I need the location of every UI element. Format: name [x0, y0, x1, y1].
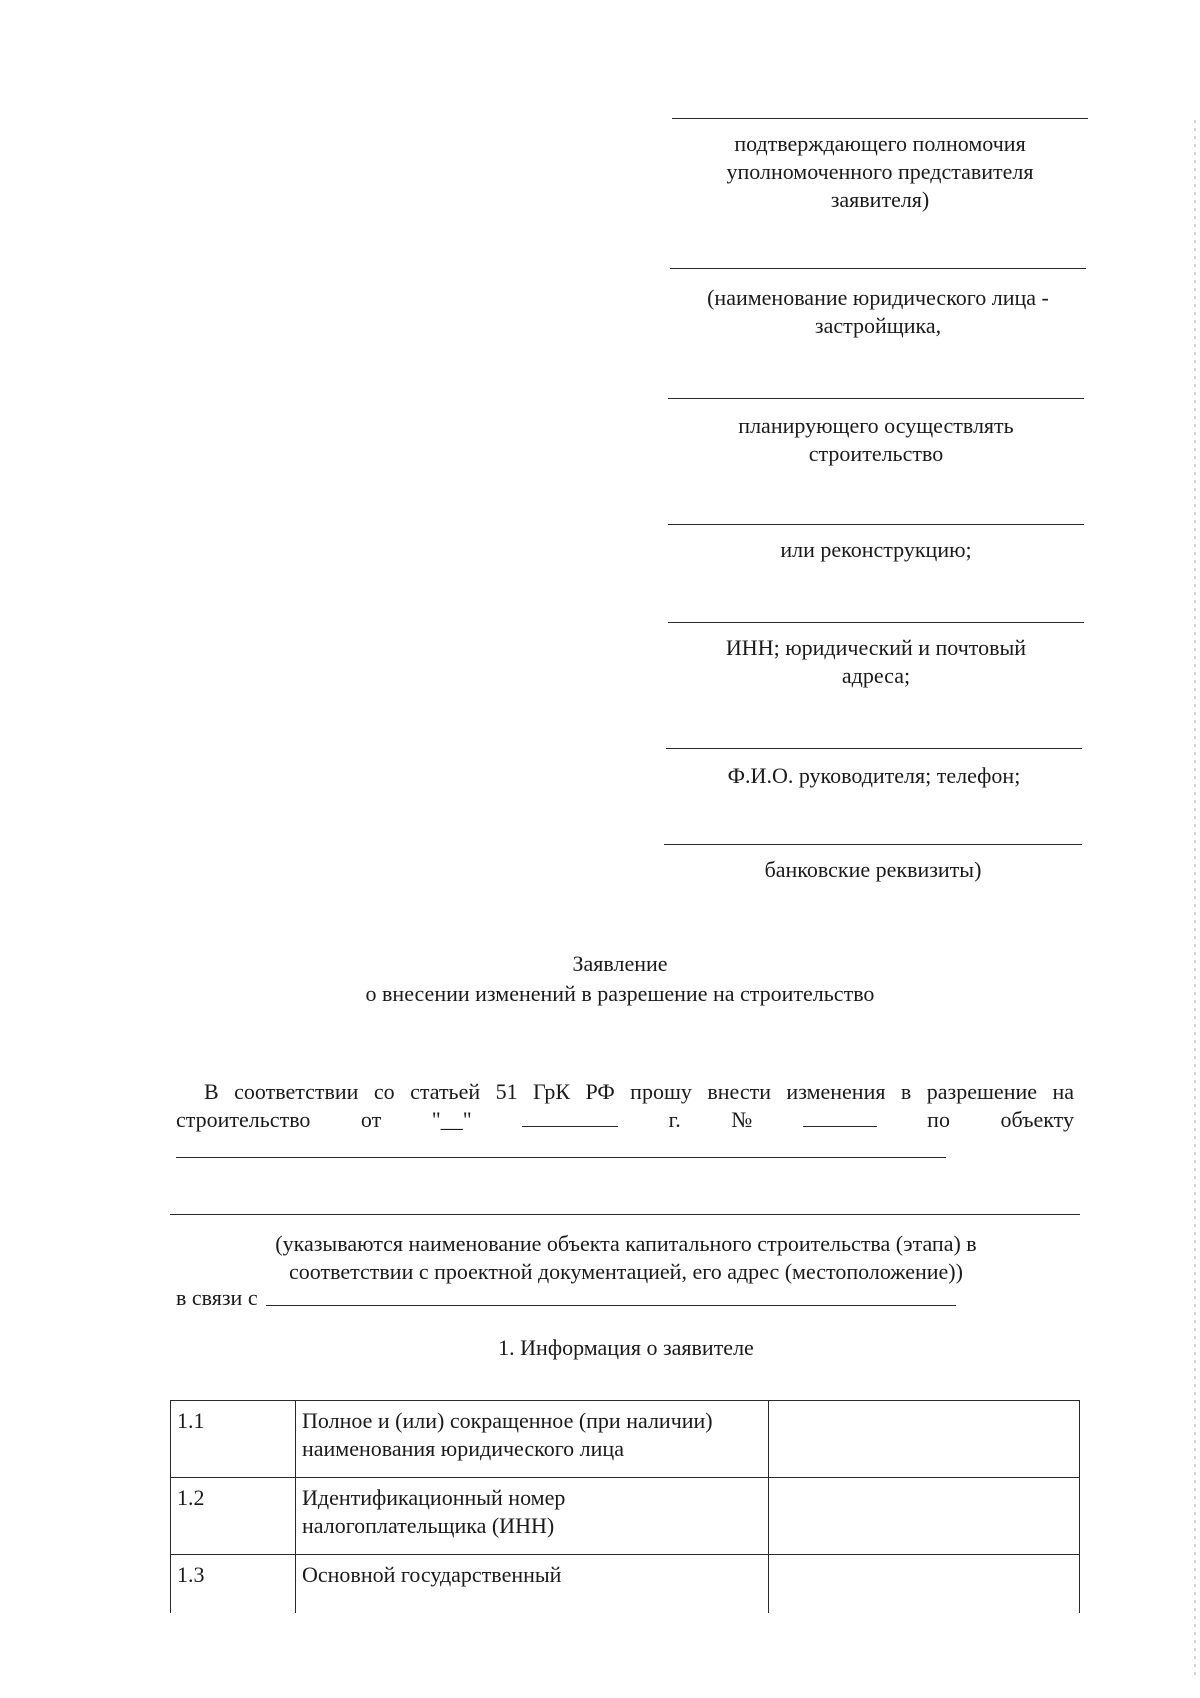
number-sign: №	[731, 1107, 753, 1132]
row-label-line-1: Идентификационный номер	[302, 1485, 566, 1510]
due-to-label: в связи с	[176, 1285, 258, 1310]
body-paragraph-line-1	[176, 1078, 1074, 1106]
row-value-cell	[769, 1478, 1080, 1555]
field-line-6	[666, 748, 1082, 749]
caption-authority-3: заявителя)	[830, 187, 930, 212]
caption-bank: банковские реквизиты)	[764, 857, 982, 882]
caption-director: Ф.И.О. руководителя; телефон;	[727, 763, 1021, 788]
caption-inn-1: ИНН; юридический и почтовый	[725, 635, 1027, 660]
caption-planning-2: строительство	[808, 441, 944, 466]
field-line-1	[672, 118, 1088, 119]
row-number: 1.1	[171, 1401, 296, 1478]
object-field-line-1	[176, 1157, 946, 1158]
scan-edge-mark	[1194, 120, 1196, 1680]
object-caption-2: соответствии с проектной документацией, его адрес (местоположение))	[289, 1259, 963, 1284]
caption-planning-1: планирующего осуществлять	[738, 413, 1014, 438]
caption-inn-2: адреса;	[841, 663, 911, 688]
applicant-info-table	[170, 1400, 1080, 1613]
due-to-field-line	[266, 1285, 956, 1306]
table-row	[171, 1401, 1080, 1478]
word-object: объекту	[1000, 1107, 1074, 1132]
date-day-blank: "__"	[431, 1107, 472, 1132]
caption-authority-1: подтверждающего полномочия	[734, 131, 1026, 156]
word-construction: строительство	[176, 1107, 311, 1132]
row-label	[296, 1401, 769, 1478]
row-label-line-1: Полное и (или) сокращенное (при наличии)	[302, 1408, 713, 1433]
field-line-4	[668, 524, 1084, 525]
body-paragraph-line-2	[176, 1106, 1074, 1134]
field-line-7	[664, 844, 1082, 845]
field-line-2	[670, 268, 1086, 269]
object-caption-1: (указываются наименование объекта капитального строительства (этапа) в	[275, 1231, 977, 1256]
row-label-line-2: налогоплательщика (ИНН)	[302, 1513, 555, 1538]
word-from: от	[360, 1107, 382, 1132]
due-to-line	[176, 1284, 1074, 1312]
row-label-line-1: Основной государственный	[302, 1562, 562, 1587]
date-month-blank	[522, 1106, 618, 1127]
row-value-cell	[769, 1555, 1080, 1614]
word-year: г.	[668, 1107, 681, 1132]
permit-number-blank	[803, 1106, 877, 1127]
body-text-line-1: В соответствии со статьей 51 ГрК РФ прошу внести изменения в разрешение на	[204, 1079, 1074, 1104]
section-heading: 1. Информация о заявителе	[498, 1335, 754, 1360]
field-line-5	[668, 622, 1084, 623]
caption-reconstruction: или реконструкцию;	[780, 537, 972, 562]
field-line-3	[668, 398, 1084, 399]
table-row	[171, 1555, 1080, 1614]
document-title: Заявление	[572, 951, 668, 976]
object-field-line-2	[170, 1214, 1080, 1215]
row-label-line-2: наименования юридического лица	[302, 1436, 624, 1461]
row-label	[296, 1478, 769, 1555]
caption-authority-2: уполномоченного представителя	[726, 159, 1034, 184]
caption-entity-2: застройщика,	[814, 313, 942, 338]
row-label	[296, 1555, 769, 1614]
word-by: по	[927, 1107, 950, 1132]
row-number: 1.2	[171, 1478, 296, 1555]
document-subtitle: о внесении изменений в разрешение на строительство	[365, 981, 875, 1006]
table-row	[171, 1478, 1080, 1555]
row-number: 1.3	[171, 1555, 296, 1614]
caption-entity-1: (наименование юридического лица -	[707, 285, 1049, 310]
row-value-cell	[769, 1401, 1080, 1478]
